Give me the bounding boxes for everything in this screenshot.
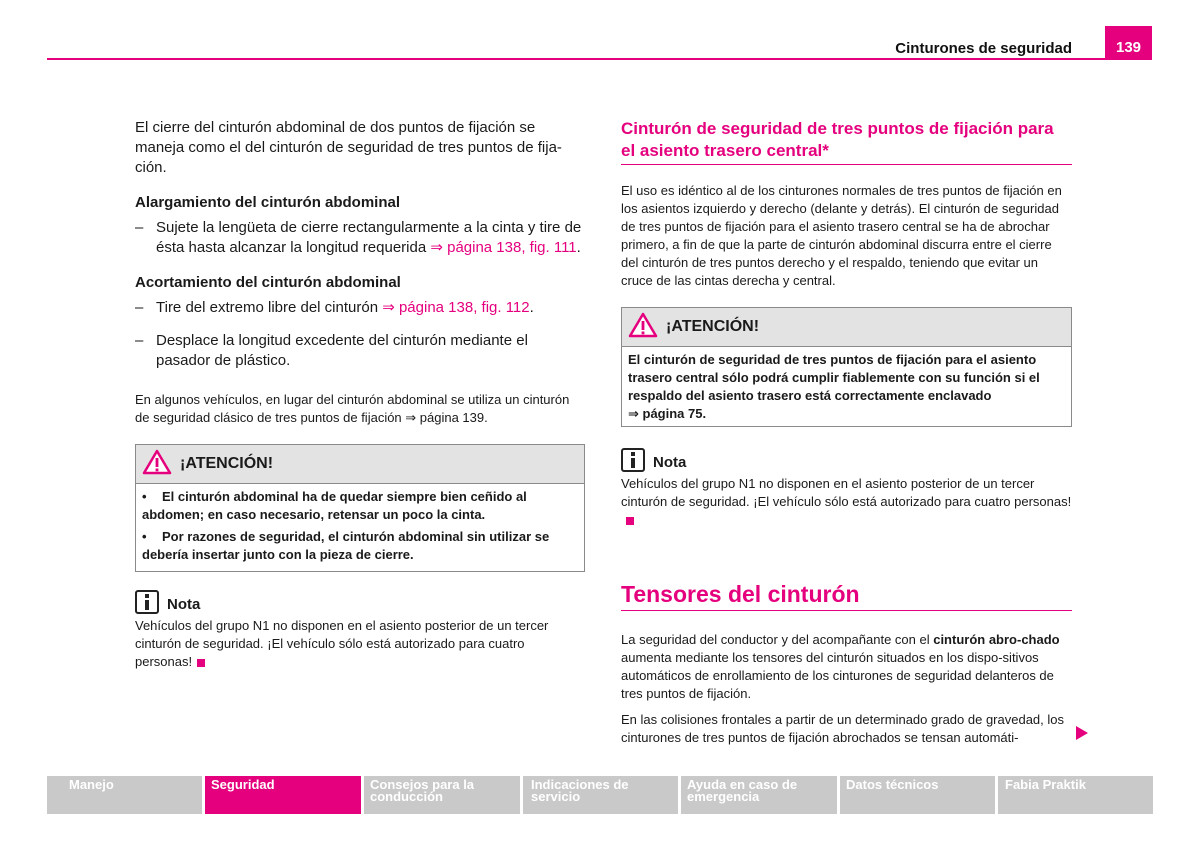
warning-body [622, 347, 1071, 426]
note-header [621, 442, 1072, 472]
header-rule [47, 58, 1105, 60]
list-dash: – [135, 299, 144, 316]
warning-header [622, 308, 1071, 347]
warning-body [136, 484, 584, 571]
nav-tab-fabia[interactable]: Fabia Praktik [998, 776, 1153, 814]
warning-item [142, 488, 578, 524]
tensores-rule [621, 610, 1072, 611]
note-title: Nota [653, 454, 687, 471]
header-title: Cinturones de seguridad [895, 40, 1072, 57]
tensores-paragraph-1 [621, 631, 1072, 703]
warning-title: ¡ATENCIÓN! [666, 318, 760, 335]
nav-tab-seguridad[interactable]: Seguridad [205, 776, 361, 814]
warning-header [136, 445, 584, 484]
warning-box [135, 444, 585, 572]
right-column [621, 118, 1072, 747]
page-number: 139 [1105, 26, 1152, 60]
note-header [135, 584, 585, 614]
warning-triangle-icon [142, 449, 172, 480]
shorten-step-2-text: Desplace la longitud excedente del cinturón mediante el pasador de plástico. [156, 332, 528, 369]
shorten-page-link[interactable]: ⇒ página 138, fig. 112 [382, 299, 530, 316]
note-title: Nota [167, 596, 201, 613]
nav-tab-manejo[interactable]: Manejo [47, 776, 202, 814]
note-text-body: Vehículos del grupo N1 no disponen en el asiento posterior de un tercer cinturón de seguridad. ¡El vehículo sólo está autorizado para cuatro personas! [621, 476, 1072, 509]
end-square-icon [626, 517, 634, 525]
lengthen-step-end: . [576, 239, 581, 256]
warning-title: ¡ATENCIÓN! [180, 455, 274, 472]
shorten-heading: Acortamiento del cinturón abdominal [135, 274, 401, 291]
lengthen-page-link[interactable]: ⇒ página 138, fig. 111 [430, 239, 577, 256]
note-text-body: Vehículos del grupo N1 no disponen en el asiento posterior de un tercer cinturón de seguridad. ¡El vehículo sólo está autorizado para cuatro personas! [135, 618, 549, 669]
tensores-heading: Tensores del cinturón [621, 581, 860, 607]
section-heading: Cinturón de seguridad de tres puntos de fijación para el asiento trasero central* [621, 119, 1054, 160]
info-icon [135, 590, 159, 614]
tensores-paragraph-2 [621, 711, 1072, 747]
warning-text: El cinturón de seguridad de tres puntos de fijación para el asiento trasero central sólo podrá cumplir fiablemente con su función si el respaldo del asiento trasero está correctamente enclavado [628, 352, 1040, 403]
intro-paragraph: El cierre del cinturón abdominal de dos puntos de fijación se maneja como el del cinturón de seguridad de tres puntos de fija-ción. [135, 119, 562, 176]
shorten-step-2 [135, 331, 585, 371]
left-column [135, 118, 585, 671]
section-rule [621, 164, 1072, 165]
nav-tab-ayuda[interactable]: Ayuda en caso de emergencia [681, 776, 837, 814]
lengthen-heading: Alargamiento del cinturón abdominal [135, 194, 401, 211]
list-dash: – [135, 219, 144, 236]
warning-item [142, 528, 578, 564]
tensores-p2-text: En las colisiones frontales a partir de un determinado grado de gravedad, los cinturones de tres puntos de fijación abrochados se tensan automáti- [621, 712, 1064, 745]
warning-box [621, 307, 1072, 427]
nav-tab-indicaciones[interactable]: Indicaciones de servicio [523, 776, 678, 814]
note-text [621, 475, 1072, 529]
warning-item-text: El cinturón abdominal ha de quedar siempre bien ceñido al abdomen; en caso necesario, retensar un poco la cinta. [142, 489, 527, 522]
warning-item-text: Por razones de seguridad, el cinturón abdominal sin utilizar se debería insertar junto con la pieza de cierre. [142, 529, 550, 562]
list-dash: – [135, 332, 144, 349]
lengthen-step [135, 218, 585, 258]
bullet: • [142, 529, 147, 544]
shorten-step-1 [135, 298, 585, 318]
warning-page-link[interactable]: ⇒ página 75. [628, 406, 707, 421]
warning-triangle-icon [628, 312, 658, 343]
bullet: • [142, 489, 147, 504]
info-icon [621, 448, 645, 472]
shorten-step-1-end: . [529, 299, 534, 316]
shorten-step-1-text: Tire del extremo libre del cinturón [156, 299, 379, 316]
tensores-p1-end: aumenta mediante los tensores del cinturón situados en los dispo-sitivos automáticos de enrollamiento de los cinturones de seguridad delanteros de tres puntos de fijación. [621, 650, 1054, 701]
tensores-p1-bold: cinturón abro-chado [933, 632, 1060, 647]
continue-arrow-icon[interactable] [1076, 726, 1088, 745]
end-square-icon [197, 659, 205, 667]
section-paragraph: El uso es idéntico al de los cinturones normales de tres puntos de fijación en los asientos izquierdo y derecho (delante y detrás). El cinturón de seguridad de tres puntos de fijación para el asiento trasero central se ha de abrochar primero, a fin de que la parte de cinturón abdominal discurra entre el cierre del cinturón de tres puntos derecho y el respaldo, teniendo que evitar un cruce de las cintas derecha y central. [621, 183, 1062, 288]
tensores-p1-start: La seguridad del conductor y del acompañante con el [621, 632, 934, 647]
footer-nav [47, 776, 1153, 814]
nav-tab-datos[interactable]: Datos técnicos [840, 776, 995, 814]
vehicles-paragraph: En algunos vehículos, en lugar del cinturón abdominal se utiliza un cinturón de seguridad clásico de tres puntos de fijación ⇒ página 139. [135, 392, 570, 425]
nav-tab-consejos[interactable]: Consejos para la conducción [364, 776, 520, 814]
note-text [135, 617, 585, 671]
lengthen-step-text: Sujete la lengüeta de cierre rectangularmente a la cinta y tire de ésta hasta alcanzar la longitud requerida [156, 219, 582, 256]
